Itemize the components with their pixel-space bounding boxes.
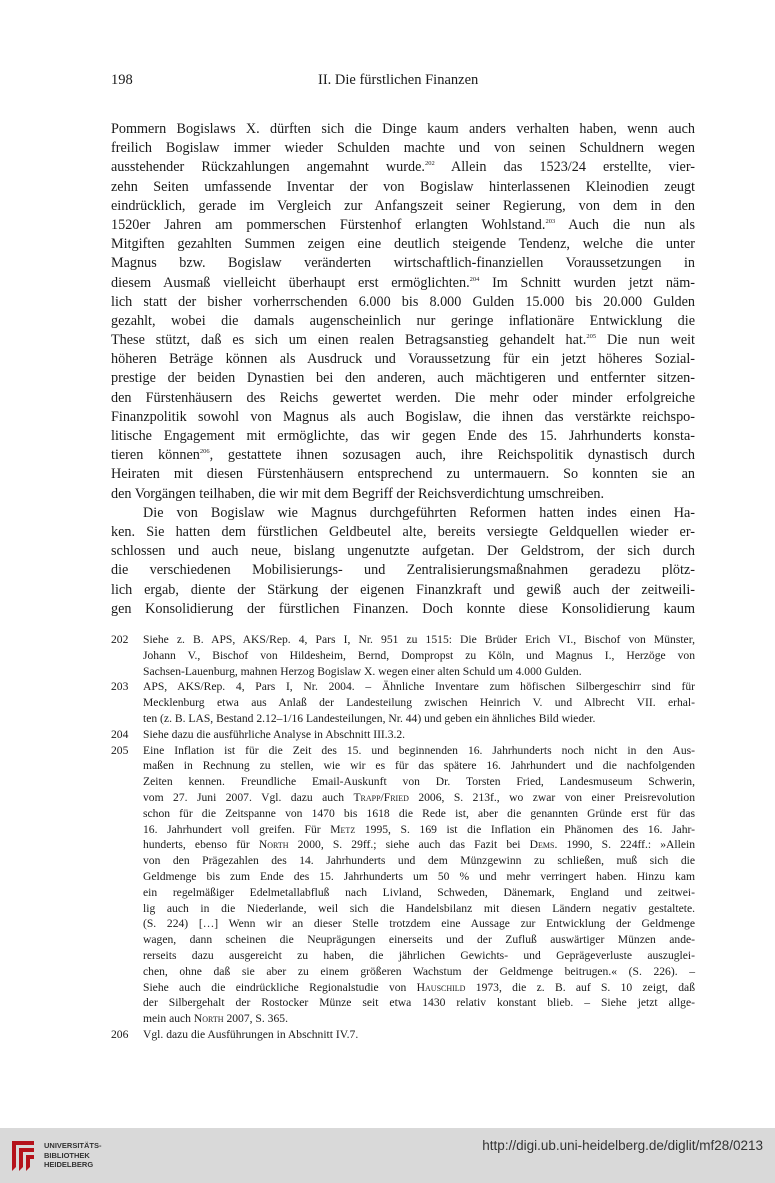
citation-author: North bbox=[258, 838, 289, 852]
footnote-number: 202 bbox=[111, 633, 129, 646]
footnote-ref-203[interactable]: 203 bbox=[545, 217, 556, 225]
footnote-number: 206 bbox=[111, 1027, 129, 1041]
footnote-ref-202[interactable]: 202 bbox=[424, 160, 435, 168]
footnote-202: 202 Siehe z. B. APS, AKS/Rep. 4, Pars I, Nr. 951 zu 1515: Die Brüder Erich VI., Bischof von Münster, Johann V., Bischof von Hildesheim, Bernd, Dompropst zu Köln, und Magnus I., Herzöge von Sachsen-Lauenburg, mahnen Herzog Bogislaw X. wegen einer alten Schuld um 4.000 Gulden. bbox=[111, 633, 695, 678]
text-line: Mitgiften gezahlten Summen zeigen eine deutlich steigende Tendenz, welche die unter bbox=[111, 236, 695, 253]
text-line: gezahlt, wobei die damals augenscheinlich nur geringe inflationäre Entwicklung die bbox=[111, 312, 695, 329]
library-logo-icon bbox=[8, 1137, 38, 1175]
page-number: 198 bbox=[111, 72, 133, 88]
text-line: eindrücklich, gerade im Vergleich zur Anfangszeit seiner Regierung, von dem in den bbox=[111, 197, 695, 214]
citation-author: Metz bbox=[330, 822, 356, 836]
text-line: ausstehender Rückzahlungen angemahnt wurde.$^{202}$ Allein das 1523/24 erstellte, vier- bbox=[111, 159, 695, 176]
text-line: den Vorgängen teilhaben, die wir mit dem Begriff der Reichsverdichtung umschreiben. bbox=[111, 485, 605, 502]
footnote-number: 203 bbox=[111, 680, 129, 694]
citation-author: North bbox=[193, 1012, 224, 1026]
text-line: höheren Beträge können als Ausdruck und Voraussetzung für ein jetzt höheres Sozial- bbox=[111, 351, 695, 368]
footnote-206: 206 Vgl. dazu die Ausführungen in Abschnitt IV.7. bbox=[111, 1027, 359, 1041]
text-line: litische Engagement mit ermöglichte, das wir gegen Ende des 15. Jahrhunderts konsta- bbox=[111, 428, 695, 444]
library-logo-text: UNIVERSITÄTS- BIBLIOTHEK HEIDELBERG bbox=[44, 1141, 102, 1169]
footnote-ref-206[interactable]: 206 bbox=[199, 448, 210, 456]
text-line: Heiraten mit diesen Fürstenhäusern entsprechend zu untermauern. So konnten sie an bbox=[111, 466, 695, 483]
text-line: gen Konsolidierung der fürstlichen Finanzen. Doch konnte diese Konsolidierung kaum bbox=[111, 600, 695, 617]
text-line: Magnus bzw. Bogislaw veränderten wirtschaftlich-finanziellen Voraussetzungen in bbox=[111, 255, 695, 272]
footnote-ref-205[interactable]: 205 bbox=[586, 333, 597, 341]
text-line: 1520er Jahren am pommerschen Fürstenhof erlangten Wohlstand.$^{203}$ Auch die nun als bbox=[111, 216, 695, 233]
text-line: die verschiedenen Mobilisierungs- und Zentralisierungsmaßnahmen geradezu plötz- bbox=[111, 562, 695, 579]
citation-author: Hauschild bbox=[416, 980, 466, 994]
text-line: zehn Seiten umfassende Inventar der von Bogislaw hinterlassenen Kleinodien zeugt bbox=[111, 178, 695, 195]
text-line: Finanzpolitik sowohl von Magnus als auch Bogislaw, die ihnen das verstärkte reichspo- bbox=[111, 408, 695, 425]
main-text bbox=[111, 120, 695, 619]
text-line: schlossen und auch neue, bislang ungenutzte aufgetan. Der Geldstrom, der sich durch bbox=[111, 543, 695, 560]
text-line: tieren können$^{206}$, gestattete ihnen sozusagen auch, ihre Reichspolitik dynastisch durch bbox=[111, 447, 695, 464]
footer-bar bbox=[0, 1128, 775, 1183]
text-line: These stützt, daß es sich um einen realen Betragsanstieg gehandelt hat.$^{205}$ Die nun weit bbox=[111, 332, 695, 349]
footnote-ref-204[interactable]: 204 bbox=[469, 275, 480, 283]
footnote-204: 204 Siehe dazu die ausführliche Analyse in Abschnitt III.3.2. bbox=[111, 727, 406, 741]
footnote-205: 205 Eine Inflation ist für die Zeit des 15. und beginnenden 16. Jahrhunderts noch nicht in den Aus- maßen in Rechnung zu stellen, wie wir es für das spätere 16. Jahrhundert und die nachfolgenden Zeiten kennen. Freundliche Email-Auskunft von Dr. Torsten Fried, Landesmuseum Schwerin, vom 27. Juni 2007. Vgl. dazu auch Trapp/Fried 2006, S. 213f., wo zwar von einer Preisrevolution schon für die Zeitspanne von 1470 bis 1618 die Rede ist, aber die genannten Gründe erst für das 16. Jahrhundert voll greifen. Für Metz 1995, S. 169 ist die Inflation ein Phänomen des 16. Jahr- hunderts, ebenso für North 2000, S. 29ff.; siehe auch das Fazit bei Dems. 1990, S. 224ff.: »Allein von den Prägezahlen des 14. Jahrhunderts und dem Münzgewinn zu schließen, muß sich die Geldmenge bis zum Ende des 15. Jahrhunderts um 50 % und mehr verringert haben. Hinzu kam ein regelmäßiger Edelmetallabfluß nach Livland, Schweden, Dänemark, England und zeitwei- lig auch in die Niederlande, weil sich die Handelsbilanz mit diesen Ländern negativ gestaltete. (S. 224) […] Wenn wir an dieser Stelle trotzdem eine Aussage zur Entwicklung der Geldmenge wagen, dann scheinen die Neuprägungen einerseits und der Zufluß auswärtiger Münzen ande- rerseits dazu ausgereicht zu haben, die jährlichen Gewichts- und Geprägeverluste auszuglei- chen, ohne daß sie aber zu einem größeren Wachstum der Geldmenge beitrugen.« (S. 226). – Siehe auch die eindrückliche Regionalstudie von Hauschild 1973, die z. B. auf S. 10 zeigt, daß der Silbergehalt der Rostocker Münze seit etwa 1430 relativ konstant blieb. – Siehe jetzt allge- mein auch North 2007, S. 365. bbox=[111, 743, 695, 1026]
text-line: den Fürstenhäusern des Reichs gewertet werden. Die mehr oder minder erfolgreiche bbox=[111, 389, 695, 406]
text-line: Pommern Bogislaws X. dürften sich die Dinge kaum anders verhalten haben, wenn auch bbox=[111, 121, 695, 137]
text-line: diesem Ausmaß vielleicht überhaupt erst ermöglichten.$^{204}$ Im Schnitt wurden jetzt näm- bbox=[111, 274, 695, 291]
running-title: II. Die fürstlichen Finanzen bbox=[318, 72, 479, 88]
library-logo[interactable] bbox=[8, 1135, 128, 1177]
source-url[interactable]: http://digi.ub.uni-heidelberg.de/diglit/mf28/0213 bbox=[482, 1138, 763, 1153]
text-line: prestige der beiden Dynastien bei den anderen, auch mächtigeren und entfernter sitzen- bbox=[111, 370, 695, 387]
footnote-number: 205 bbox=[111, 743, 129, 757]
text-line: lich statt der bisher vorherrschenden 6.000 bis 8.000 Gulden 15.000 bis 20.000 Gulden bbox=[111, 293, 695, 310]
footnote-number: 204 bbox=[111, 727, 129, 741]
citation-author: Trapp/Fried bbox=[353, 790, 409, 804]
text-line: Die von Bogislaw wie Magnus durchgeführten Reformen hatten indes einen Ha- bbox=[143, 504, 695, 521]
footnotes bbox=[111, 632, 695, 1043]
text-line: ken. Sie hatten dem fürstlichen Geldbeutel alte, bereits versiegte Geldquellen wieder er- bbox=[111, 523, 695, 540]
footnote-203: 203 APS, AKS/Rep. 4, Pars I, Nr. 2004. – Ähnliche Inventare zum höfischen Silbergeschirr sind für Mecklenburg etwa aus Anlaß der Landesteilung zwischen Heinrich V. und Albrecht VII. erhal- ten (z. B. LAS, Bestand 2.12–1/16 Landesteilungen, Nr. 44) und geben ein ähnliches Bild wieder. bbox=[111, 680, 695, 725]
text-line: lich ergab, diente der Stärkung der eigenen Finanzkraft und gewiß auch der zeitweili- bbox=[111, 581, 695, 598]
citation-author: Dems. bbox=[529, 838, 558, 852]
text-line: freilich Bogislaw immer wieder Schulden machte und von seinen Schuldnern wegen bbox=[111, 140, 695, 157]
